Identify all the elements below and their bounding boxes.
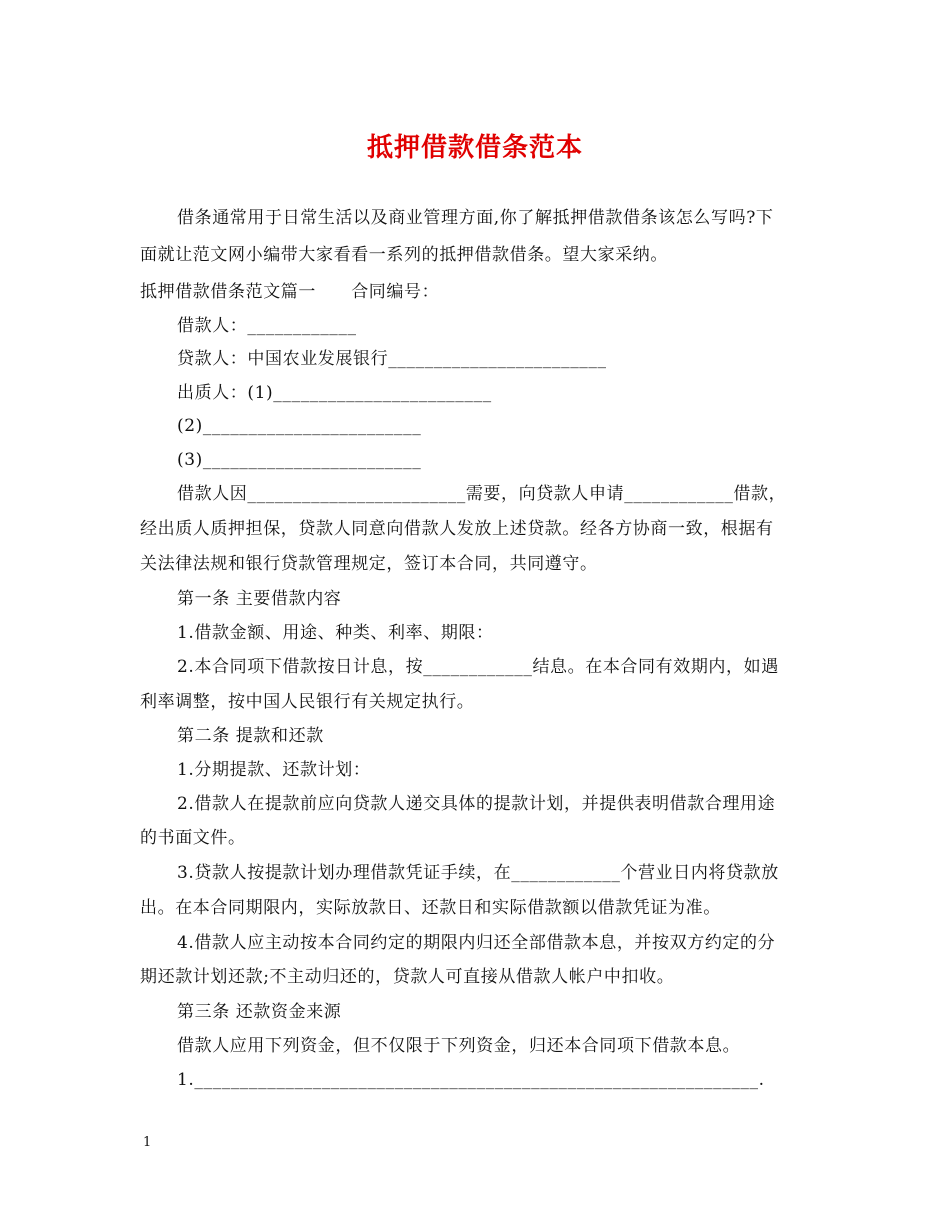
pledgor2-blank: ________________________ — [202, 416, 422, 436]
borrower-blank: ____________ — [247, 316, 357, 336]
lender-blank: ________________________ — [388, 349, 607, 369]
pledgor3-blank: ________________________ — [202, 450, 422, 470]
page-number: 1 — [143, 1135, 152, 1150]
article-2-item-4: 4.借款人应主动按本合同约定的期限内归还全部借款本息，并按双方约定的分 — [177, 933, 776, 953]
para1-line-1 — [177, 482, 820, 506]
lender-line — [177, 347, 820, 371]
article-2-title: 第二条 提款和还款 — [177, 726, 324, 746]
article-1-item-2-b: 结息。在本合同有效期内，如遇 — [532, 657, 779, 677]
pledgor-label: 出质人：(1) — [177, 383, 274, 403]
article-3-item-1-end: . — [758, 1070, 765, 1090]
article-1-item-1: 1.借款金额、用途、种类、利率、期限： — [177, 623, 494, 643]
article-2-item-3-b: 个营业日内将贷款放 — [620, 863, 779, 883]
article-1-item-2 — [177, 655, 820, 679]
para1-line-2: 经出质人质押担保，贷款人同意向借款人发放上述贷款。经各方协商一致，根据有 — [140, 519, 774, 539]
para1-c: 借款， — [733, 484, 787, 504]
pledgor2-label: (2) — [177, 416, 203, 436]
article-1-title: 第一条 主要借款内容 — [177, 589, 342, 609]
article-3-item-1-blank: ______________________________________________________________ — [194, 1070, 759, 1090]
para1-line-3: 关法律法规和银行贷款管理规定，签订本合同，共同遵守。 — [140, 554, 598, 574]
article-3-item-1 — [177, 1068, 820, 1092]
article-2-item-3-a: 3.贷款人按提款计划办理借款凭证手续，在 — [177, 863, 512, 883]
lender-label: 贷款人：中国农业发展银行 — [177, 349, 389, 369]
intro-line-2: 面就让范文网小编带大家看看一系列的抵押借款借条。望大家采纳。 — [140, 245, 668, 265]
article-3-text: 借款人应用下列资金，但不仅限于下列资金，归还本合同项下借款本息。 — [177, 1036, 741, 1056]
borrower-label: 借款人： — [177, 316, 248, 336]
article-3-title: 第三条 还款资金来源 — [177, 1002, 342, 1022]
article-2-item-3-blank: ____________ — [511, 863, 621, 883]
article-1-item-2-cont: 利率调整，按中国人民银行有关规定执行。 — [140, 692, 475, 712]
article-2-item-2-cont: 的书面文件。 — [140, 828, 246, 848]
pledgor-line-3 — [177, 448, 820, 472]
pledgor-blank: ________________________ — [273, 383, 492, 403]
article-2-item-2: 2.借款人在提款前应向贷款人递交具体的提款计划，并提供表明借款合理用途 — [177, 794, 776, 814]
article-3-item-1-num: 1. — [177, 1070, 195, 1090]
para1-b: 需要，向贷款人申请 — [465, 484, 625, 504]
article-2-item-3 — [177, 861, 820, 885]
para1-blank-1: ________________________ — [247, 484, 466, 504]
section-heading: 抵押借款借条范文篇一 合同编号： — [140, 282, 440, 302]
para1-a: 借款人因 — [177, 484, 248, 504]
pledgor-line-1 — [177, 381, 820, 405]
para1-blank-2: ____________ — [624, 484, 734, 504]
article-1-item-2-a: 2.本合同项下借款按日计息，按 — [177, 657, 424, 677]
intro-line-1: 借条通常用于日常生活以及商业管理方面,你了解抵押借款借条该怎么写吗?下 — [177, 208, 774, 228]
article-2-item-1: 1.分期提款、还款计划： — [177, 760, 371, 780]
article-2-item-4-cont: 期还款计划还款;不主动归还的，贷款人可直接从借款人帐户中扣收。 — [140, 967, 675, 987]
pledgor-line-2 — [177, 414, 820, 438]
borrower-line — [177, 314, 820, 338]
article-2-item-3-cont: 出。在本合同期限内，实际放款日、还款日和实际借款额以借款凭证为准。 — [140, 898, 721, 918]
article-1-item-2-blank: ____________ — [423, 657, 533, 677]
pledgor3-label: (3) — [177, 450, 203, 470]
document-title: 抵押借款借条范本 — [366, 133, 583, 163]
